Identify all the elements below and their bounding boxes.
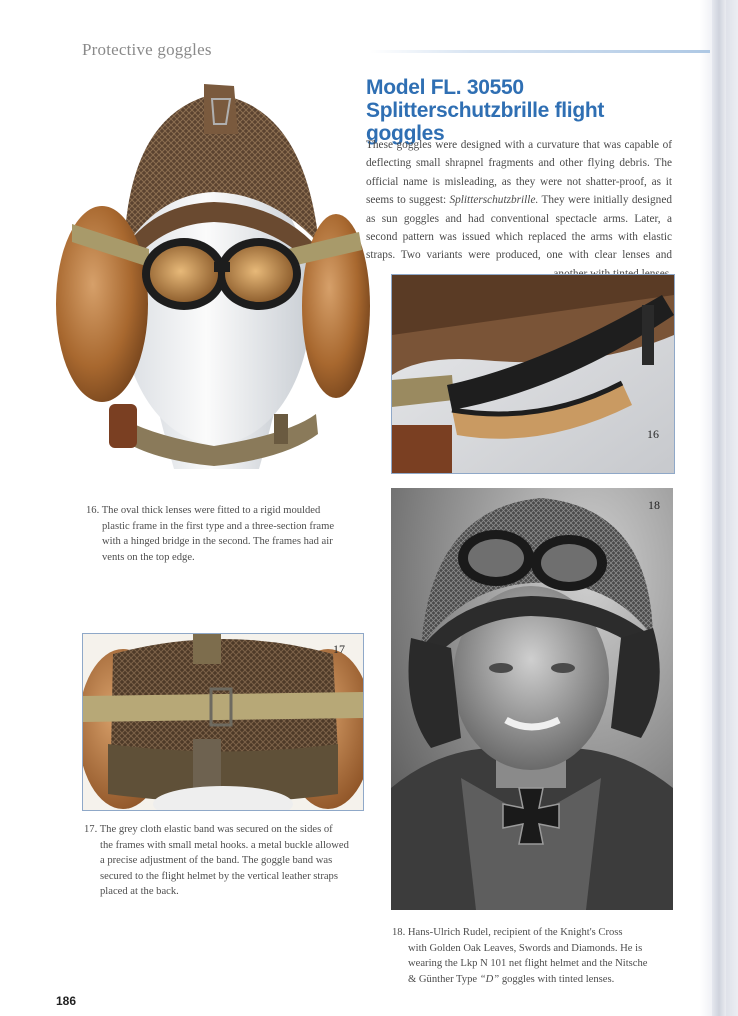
caption-italic-type: “D” [479,973,500,985]
article-title-line-1: Model FL. 30550 [366,76,524,99]
intro-italic-term: Splitterschutzbrille. [449,194,539,207]
article-title [366,76,686,145]
intro-text: clear lenses and [594,249,672,262]
photo-portrait-rudel [391,488,673,910]
helmet-mannequin-photo [54,74,372,484]
caption-line: wearing the Lkp N 101 net flight helmet and the Nitsche [408,958,648,970]
figure-number-18: 18 [648,498,660,512]
caption-line [392,972,682,988]
caption-line: vents on the top edge. [102,551,195,563]
caption-line: the frames with small metal hooks. a metal buckle allowed [100,839,349,851]
caption-line: a precise adjustment of the band. The goggle band was [100,855,333,867]
figure-number-17: 17 [333,642,345,656]
caption-line: plastic frame in the first type and a three-section frame [102,520,335,532]
intro-text: designed as sun goggles and had conventional spectacle arms. [366,194,672,225]
caption-18 [392,925,682,987]
intro-text: The official name is misleading, as they were not shatter-proof, [366,157,672,188]
caption-line: secured to the flight helmet by the vertical leather straps [100,870,338,882]
caption-text: & Günther Type [408,973,480,985]
caption-17 [84,822,366,900]
caption-16 [86,503,366,565]
book-gutter [712,0,726,1016]
helmet-back-image [83,634,363,810]
article-title-line-2: Splitterschutzbrille flight goggles [366,99,605,145]
caption-line: placed at the back. [100,886,179,898]
goggles-closeup-image [392,275,674,473]
intro-text: Later, a second pattern was issued which replaced the arms [366,212,672,244]
header-rule [370,50,710,53]
intro-text: of deflecting small shrapnel fragments and other flying debris. [366,139,672,170]
caption-line: 16. The oval thick lenses were fitted to a rigid moulded [86,505,321,516]
caption-line: 17. The grey cloth elastic band was secured on the sides of [84,824,333,835]
photo-goggles-closeup [391,274,675,474]
intro-text: These goggles were designed with a curvature that was capable [366,139,660,151]
page-number: 186 [56,994,77,1008]
figure-number-16: 16 [647,427,659,441]
intro-paragraph [366,136,672,283]
book-spine-shadow [700,0,738,1016]
intro-text: with elastic straps. Two variants were produced, one with [366,231,673,262]
section-title: Protective goggles [82,40,212,59]
caption-line: with Golden Oak Leaves, Swords and Diamonds. He is [408,942,643,954]
intro-text: They were initially [541,194,629,207]
portrait-image [391,488,673,910]
caption-line: 18. Hans-Ulrich Rudel, recipient of the Knight's Cross [392,927,623,938]
intro-text: as it seems to suggest: [366,175,672,207]
caption-line: with a hinged bridge in the second. The frames had air [102,536,333,548]
photo-helmet-back [82,633,364,811]
caption-text: goggles with tinted lenses. [499,973,615,985]
